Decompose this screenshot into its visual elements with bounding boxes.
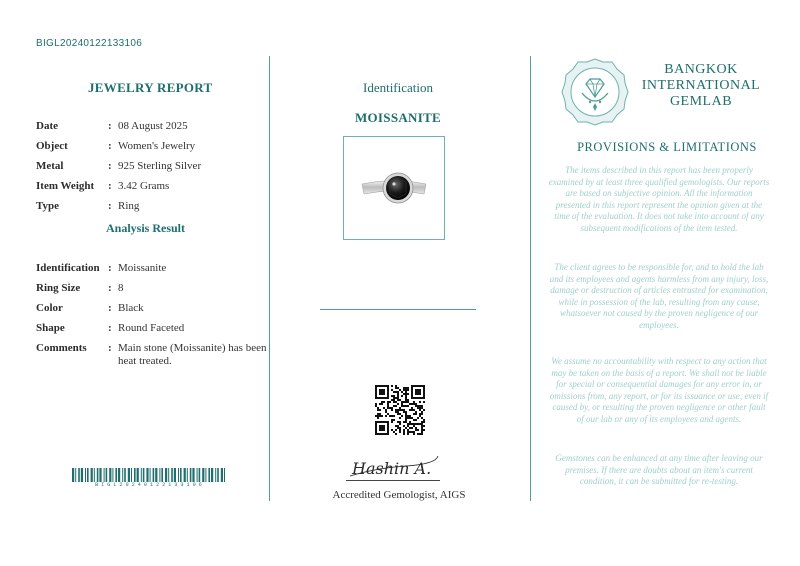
detail-value: Ring: [118, 200, 140, 212]
provision-paragraph: The client agrees to be responsible for, and to hold the lab and its employees and agents harmless from any injury, loss, damage or destruction of articles entrusted for examination, while in possession of the lab, resulting from any cause, whatsoever not caused by the proven negligence of our employees.: [549, 262, 769, 330]
lab-name-line: GEMLAB: [669, 94, 733, 109]
analysis-value: 8: [118, 282, 124, 294]
detail-label: Object: [36, 140, 68, 152]
stone-title: MOISSANITE: [354, 110, 442, 125]
colon: :: [108, 322, 112, 334]
identification-label: Identification: [362, 80, 434, 95]
gemologist-title: Accredited Gemologist, AIGS: [332, 489, 466, 501]
analysis-row-color: [36, 302, 268, 315]
provision-paragraph: The items described in this report has been properly examined by at least three qualified gemologists. Our reports are based on subjective opinion. All the information presented in this report represent the opinion given at the time of the evaluation. It does not take into account of any subsequent modifications of the item tested.: [548, 165, 770, 233]
detail-label: Date: [36, 120, 58, 132]
report-number: BIGL20240122133106: [36, 38, 143, 49]
detail-value: 3.42 Grams: [118, 180, 170, 192]
barcode: [72, 468, 228, 482]
gemlab-logo: [560, 57, 630, 127]
divider-left: [269, 56, 270, 501]
analysis-heading: Analysis Result: [106, 221, 186, 235]
provisions-title: PROVISIONS & LIMITATIONS: [577, 140, 757, 154]
analysis-row-identification: [36, 262, 268, 275]
analysis-label: Shape: [36, 322, 65, 334]
signature-text: Hashin A.: [352, 459, 432, 478]
analysis-row-ring-size: [36, 282, 268, 295]
provision-paragraph: We assume no accountability with respect to any action that may be taken on the basis of a report. We shall not be liable for special or consequential damages for any error in, or omissions from, any report, or for its issuance or use, even if caused by, or resulting the proven negligence or other fault of our lab or any of its employees and agents.: [549, 356, 769, 424]
detail-value: 08 August 2025: [118, 120, 188, 132]
detail-row-object: [36, 140, 268, 153]
colon: :: [108, 140, 112, 152]
detail-value: Women's Jewelry: [118, 140, 196, 152]
detail-row-item-weight: [36, 180, 268, 193]
lab-name: [636, 62, 766, 110]
analysis-value: Black: [118, 302, 144, 314]
detail-row-date: [36, 120, 268, 133]
lab-name-line: INTERNATIONAL: [641, 78, 761, 93]
barcode-text: BIGL20240122133106: [95, 482, 205, 488]
detail-value: 925 Sterling Silver: [118, 160, 202, 172]
detail-label: Item Weight: [36, 180, 95, 192]
detail-row-metal: [36, 160, 268, 173]
colon: :: [108, 200, 112, 212]
ring-photo: [343, 136, 445, 240]
analysis-label: Ring Size: [36, 282, 81, 294]
detail-label: Type: [36, 200, 60, 212]
analysis-row-comments: [36, 342, 268, 368]
detail-row-type: [36, 200, 268, 213]
analysis-value: Round Faceted: [118, 322, 185, 334]
analysis-label: Identification: [36, 262, 100, 274]
colon: :: [108, 342, 112, 354]
divider-right: [530, 56, 531, 501]
analysis-value: Main stone (Moissanite) has been heat treated.: [118, 342, 267, 367]
colon: :: [108, 262, 112, 274]
detail-label: Metal: [36, 160, 64, 172]
analysis-label: Comments: [36, 342, 87, 354]
colon: :: [108, 302, 112, 314]
middle-divider: [320, 309, 476, 310]
analysis-value: Moissanite: [118, 262, 167, 274]
analysis-row-shape: [36, 322, 268, 335]
signature-line: [346, 480, 440, 481]
lab-name-line: BANGKOK: [664, 62, 738, 77]
report-title: JEWELRY REPORT: [88, 80, 213, 95]
colon: :: [108, 120, 112, 132]
colon: :: [108, 160, 112, 172]
provision-paragraph: Gemstones can be enhanced at any time after leaving our premises. If there are doubts about an item's current condition, it can be submitted for re-testing.: [555, 453, 763, 486]
colon: :: [108, 282, 112, 294]
analysis-label: Color: [36, 302, 63, 314]
qr-code[interactable]: [375, 385, 425, 435]
colon: :: [108, 180, 112, 192]
